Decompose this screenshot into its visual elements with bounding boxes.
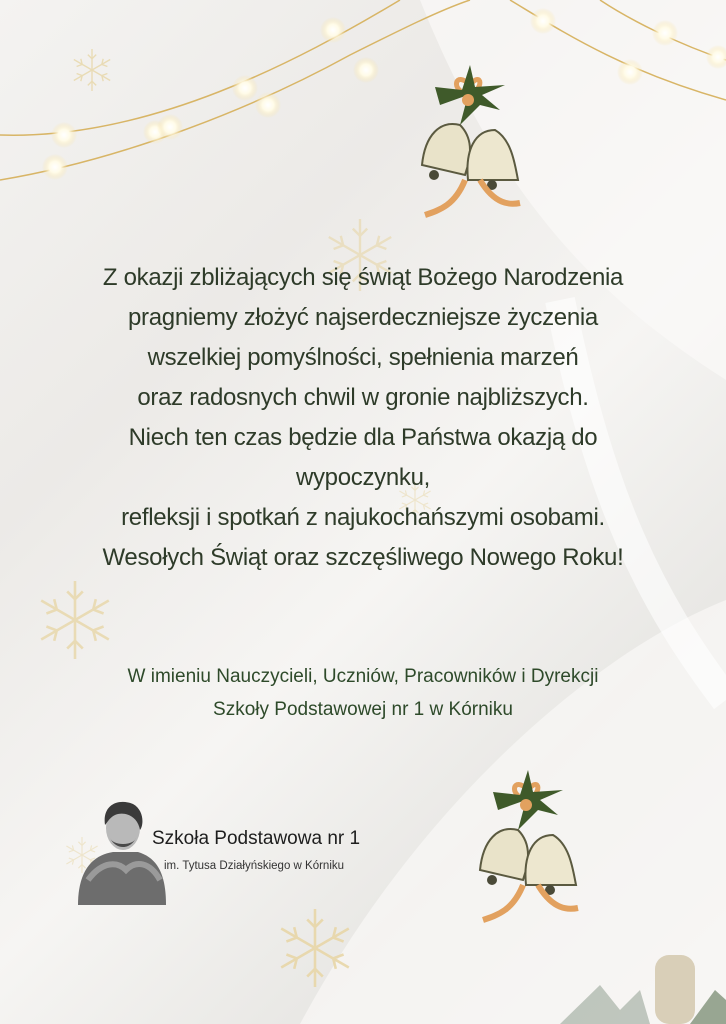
snowflake-icon <box>74 49 110 91</box>
message-line: wypoczynku, <box>295 464 431 491</box>
greeting-message <box>0 258 726 578</box>
logo-title: Szkoła Podstawowa nr 1 <box>152 828 361 849</box>
message-line: oraz radosnych chwil w gronie najbliższych. <box>137 384 589 411</box>
message-line: pragniemy złożyć najserdeczniejsze życzenia <box>128 304 598 331</box>
snowflake-icon <box>41 581 109 659</box>
school-logo <box>78 800 398 905</box>
logo-subtitle: im. Tytusa Działyńskiego w Kórniku <box>164 860 345 872</box>
signature-line: Szkoły Podstawowej nr 1 w Kórniku <box>213 699 513 720</box>
message-line: wszelkiej pomyślności, spełnienia marzeń <box>147 344 579 371</box>
message-line: refleksji i spotkań z najukochańszymi osobami. <box>121 504 605 531</box>
message-line: Niech ten czas będzie dla Państwa okazją do <box>128 424 598 451</box>
portrait-icon <box>78 800 168 905</box>
signature-line: W imieniu Nauczycieli, Uczniów, Pracowników i Dyrekcji <box>127 666 599 687</box>
signature <box>0 660 726 726</box>
message-line: Z okazji zbliżających się świąt Bożego Narodzenia <box>102 264 624 291</box>
message-line: Wesołych Świąt oraz szczęśliwego Nowego Roku! <box>102 544 624 571</box>
